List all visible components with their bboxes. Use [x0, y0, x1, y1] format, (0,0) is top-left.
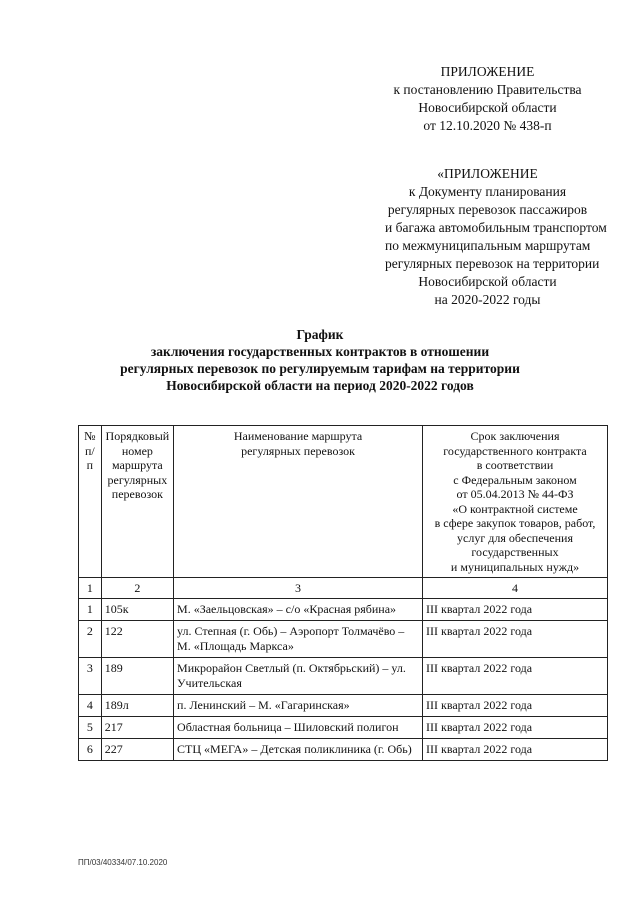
row-number: 6 — [79, 739, 102, 761]
appendix-stamp — [385, 63, 590, 135]
header-route-name: Наименование маршрута регулярных перевозок — [174, 426, 423, 578]
column-number: 3 — [174, 578, 423, 599]
route-name: Областная больница – Шиловский полигон — [174, 717, 423, 739]
route-number: 217 — [101, 717, 173, 739]
stamp-line: Новосибирской области — [418, 100, 557, 115]
stamp-line: от 12.10.2020 № 438-п — [423, 118, 552, 133]
table-row — [79, 717, 608, 739]
row-number: 1 — [79, 599, 102, 621]
route-number: 122 — [101, 621, 173, 658]
stamp-line: регулярных перевозок пассажиров — [387, 202, 588, 217]
contract-term: III квартал 2022 года — [423, 739, 608, 761]
stamp-line: к Документу планирования — [408, 184, 567, 199]
header-contract-term: Срок заключения государственного контракта в соответствии с Федеральным законом от 05.04.2013 № 44-ФЗ «О контрактной системе в сфере закупок товаров, работ, услуг для обеспечения государственных и муниципальных нужд» — [423, 426, 608, 578]
schedule-table — [78, 425, 608, 761]
stamp-line: ПРИЛОЖЕНИЕ — [440, 64, 535, 79]
title-line: заключения государственных контрактов в отношении — [150, 344, 490, 359]
title-line: Новосибирской области на период 2020-2022 годов — [166, 378, 474, 393]
table-row — [79, 621, 608, 658]
table-row — [79, 695, 608, 717]
column-number: 4 — [423, 578, 608, 599]
stamp-line: к постановлению Правительства — [393, 82, 582, 97]
row-number: 5 — [79, 717, 102, 739]
stamp-line: и багажа автомобильным транспортом — [385, 220, 607, 235]
route-number: 189 — [101, 658, 173, 695]
table-row — [79, 658, 608, 695]
stamp-line: Новосибирской области — [418, 274, 557, 289]
stamp-line: «ПРИЛОЖЕНИЕ — [437, 166, 538, 181]
table-header-row — [79, 426, 608, 578]
stamp-line: по межмуниципальным маршрутам — [385, 238, 591, 253]
title-line: регулярных перевозок по регулируемым тарифам на территории — [120, 361, 520, 376]
header-route-number: Порядковый номер маршрута регулярных перевозок — [101, 426, 173, 578]
contract-term: III квартал 2022 года — [423, 658, 608, 695]
stamp-line: регулярных перевозок на территории — [385, 256, 600, 271]
contract-term: III квартал 2022 года — [423, 695, 608, 717]
route-number: 105к — [101, 599, 173, 621]
column-number-row — [79, 578, 608, 599]
title-line: График — [296, 327, 344, 342]
column-number: 2 — [101, 578, 173, 599]
contract-term: III квартал 2022 года — [423, 621, 608, 658]
header-number: № п/п — [79, 426, 102, 578]
document-title — [60, 326, 580, 394]
route-number: 227 — [101, 739, 173, 761]
contract-term: III квартал 2022 года — [423, 599, 608, 621]
row-number: 4 — [79, 695, 102, 717]
row-number: 2 — [79, 621, 102, 658]
route-number: 189л — [101, 695, 173, 717]
route-name: СТЦ «МЕГА» – Детская поликлиника (г. Обь) — [174, 739, 423, 761]
row-number: 3 — [79, 658, 102, 695]
contract-term: III квартал 2022 года — [423, 717, 608, 739]
stamp-line: на 2020-2022 годы — [434, 292, 541, 307]
table-row — [79, 739, 608, 761]
route-name: Микрорайон Светлый (п. Октябрьский) – ул. Учительская — [174, 658, 423, 695]
document-footer-code: ПП/03/40334/07.10.2020 — [78, 858, 168, 867]
route-name: М. «Заельцовская» – с/о «Красная рябина» — [174, 599, 423, 621]
appendix-document-stamp — [385, 165, 607, 309]
route-name: ул. Степная (г. Обь) – Аэропорт Толмачёво – М. «Площадь Маркса» — [174, 621, 423, 658]
route-name: п. Ленинский – М. «Гагаринская» — [174, 695, 423, 717]
column-number: 1 — [79, 578, 102, 599]
table-row — [79, 599, 608, 621]
